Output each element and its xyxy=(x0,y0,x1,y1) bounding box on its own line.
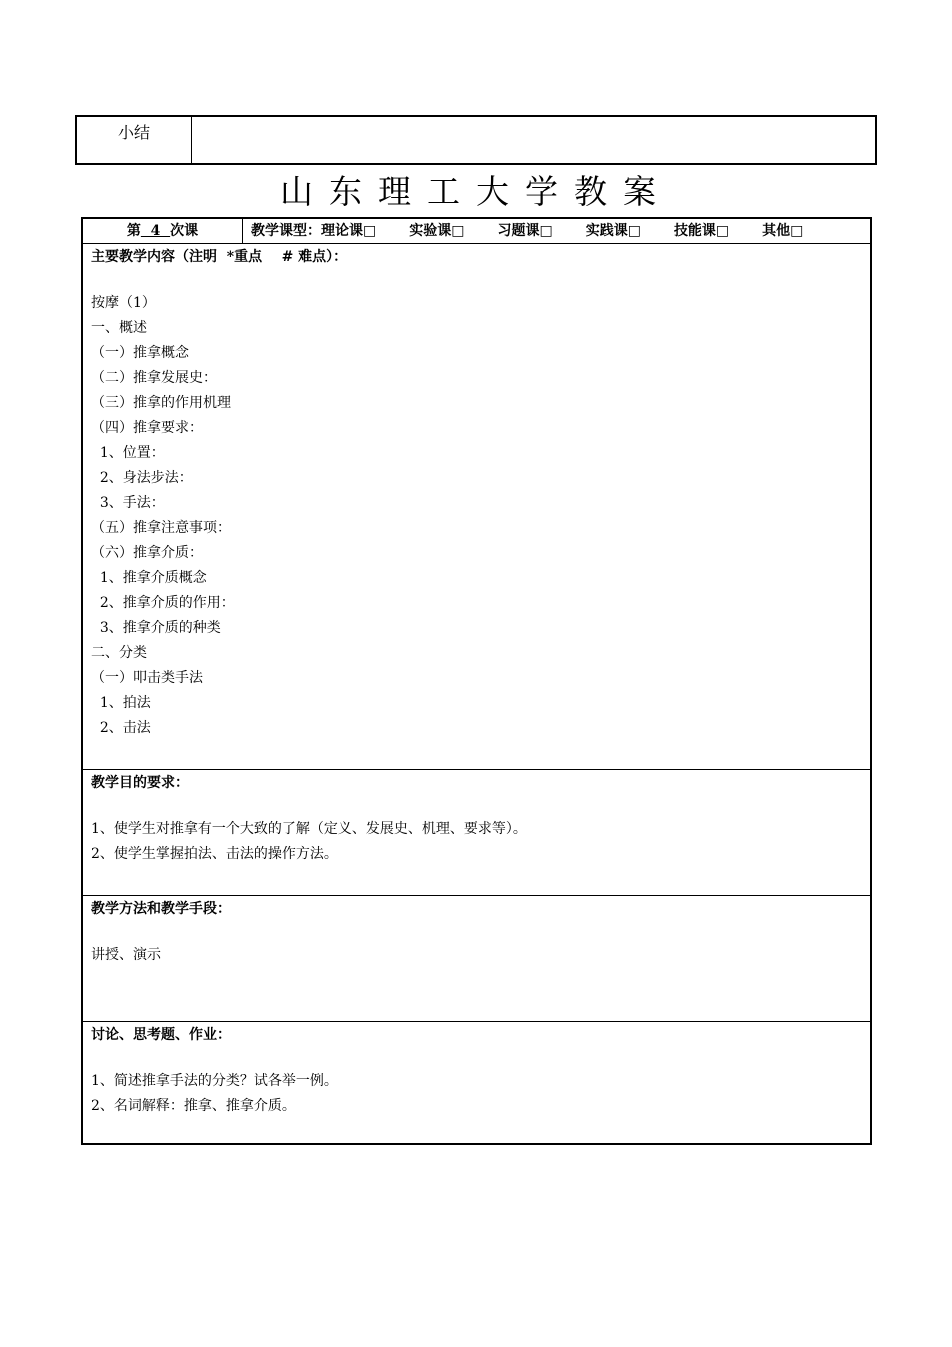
course-type-other: 其他□ xyxy=(762,223,804,239)
main-content-section xyxy=(83,244,870,770)
summary-content xyxy=(192,117,875,163)
course-type-skill: 技能课□ xyxy=(673,223,730,239)
methods-section xyxy=(83,896,870,1022)
lesson-plan-table xyxy=(81,217,872,1145)
content-line: （三）推拿的作用机理 xyxy=(91,395,231,411)
course-type-practice: 实践课□ xyxy=(585,223,641,239)
content-line: （一）叩击类手法 xyxy=(91,670,203,686)
course-type-lab: 实验课□ xyxy=(409,223,465,239)
methods-heading: 教学方法和教学手段： xyxy=(91,901,231,917)
lesson-number: 4 xyxy=(140,223,171,239)
homework-line: 1、简述推拿手法的分类？试各举一例。 xyxy=(91,1073,338,1089)
objective-line: 2、使学生掌握拍法、击法的操作方法。 xyxy=(91,846,338,862)
content-line: （二）推拿发展史： xyxy=(91,370,217,386)
content-line: （一）推拿概念 xyxy=(91,345,189,361)
content-line: 2、身法步法： xyxy=(91,470,193,486)
content-line: 3、手法： xyxy=(91,495,165,511)
lesson-prefix: 第 xyxy=(126,223,141,239)
lesson-number-cell xyxy=(83,219,243,243)
content-line: （四）推拿要求： xyxy=(91,420,203,436)
homework-line: 2、名词解释：推拿、推拿介质。 xyxy=(91,1098,296,1114)
page-title: 山东理工大学教案 xyxy=(280,172,672,211)
content-line: 3、推拿介质的种类 xyxy=(91,620,221,636)
content-line: 1、拍法 xyxy=(91,695,151,711)
main-content-heading: 主要教学内容（注明 *重点 # 难点）： xyxy=(91,249,348,265)
objective-line: 1、使学生对推拿有一个大致的了解（定义、发展史、机理、要求等）。 xyxy=(91,821,527,837)
method-line: 讲授、演示 xyxy=(91,947,161,963)
content-line: （五）推拿注意事项： xyxy=(91,520,231,536)
content-line: 按摩（1） xyxy=(91,295,156,311)
summary-box xyxy=(75,115,877,165)
objectives-section xyxy=(83,770,870,896)
header-row xyxy=(83,219,870,244)
course-type-exercise: 习题课□ xyxy=(497,223,553,239)
content-line: 2、击法 xyxy=(91,720,151,736)
content-line: 1、位置： xyxy=(91,445,165,461)
course-type-theory: 理论课□ xyxy=(321,223,377,239)
objectives-heading: 教学目的要求： xyxy=(91,775,189,791)
content-line: （六）推拿介质： xyxy=(91,545,203,561)
content-line: 二、分类 xyxy=(91,645,147,661)
course-type-label: 教学课型： xyxy=(251,223,321,239)
homework-section xyxy=(83,1022,870,1142)
homework-heading: 讨论、思考题、作业： xyxy=(91,1027,231,1043)
content-line: 1、推拿介质概念 xyxy=(91,570,207,586)
summary-label: 小结 xyxy=(77,117,192,163)
content-line: 2、推拿介质的作用： xyxy=(91,595,235,611)
course-type-cell xyxy=(243,219,870,243)
lesson-suffix: 次课 xyxy=(170,223,199,239)
content-line: 一、概述 xyxy=(91,320,147,336)
